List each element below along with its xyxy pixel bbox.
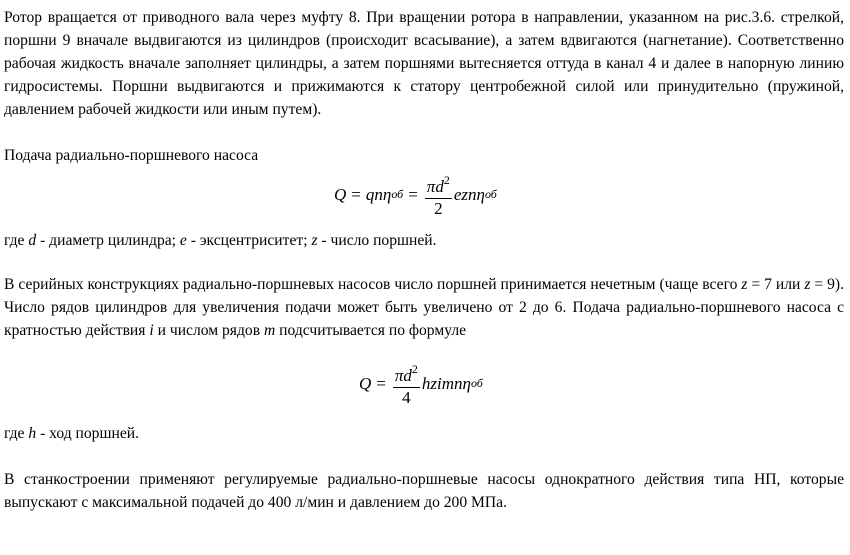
formula1-tail-eta: η [476,184,485,204]
formula1-numerator [425,170,452,199]
p3-part1: В серийных конструкциях радиально-поршневых насосов число поршней принимается нечетным (чаще всего [4,276,742,293]
formula1-fraction [425,170,452,219]
def1-z-symbol: z [311,232,318,249]
formula2-eq: = [376,373,386,393]
formula1-lhs: Q [334,184,347,204]
formula2-tail-eta: η [462,373,471,393]
paragraph-machine-tools: В станкостроении применяют регулируемые радиально-поршневые насосы однократного действия типа НП, которые выпускают с максимальной подачей до 400 л/мин и давлением до 200 МПа. [4,471,844,511]
formula2-num-sup: 2 [411,362,418,376]
def1-prefix: где [4,232,29,249]
def1-e-symbol: e [179,232,187,249]
p3-i-symbol: i [149,322,154,339]
formula1-num-sup: 2 [443,173,450,187]
p3-m-symbol: m [263,322,276,339]
p3-z2: z [804,276,811,293]
formula-supply [4,167,844,229]
formula2-lhs: Q [359,373,372,393]
def2-prefix: где [4,425,29,442]
def1-d-symbol: d [28,232,37,249]
formula2-numerator [393,359,420,388]
document-page [4,6,844,514]
formula2-tail: hzimn [421,373,463,393]
p3-part3: = 9). Число рядов цилиндров для увеличения подачи может быть увеличено от 2 до 6. Подача радиально-поршневого насоса с кратностью действия [4,276,844,339]
paragraph-rotor: Ротор вращается от приводного вала через муфту 8. При вращении ротора в направлении, указанном на рис.3.6. стрелкой, поршни 9 вначале выдвигаются из цилиндров (происходит всасывание), а затем вдвигаются (нагнетание). Соответственно рабочая жидкость вначале заполняет цилиндры, а затем поршнями вытесняется оттуда в канал 4 и далее в напорную линию гидросистемы. Поршни выдвигаются и прижимаются к статору центробежной силой или принудительно (пружиной, давлением рабочей жидкости или иным путем). [4,9,844,118]
formula1-middle: qnη [365,184,392,204]
formula1-denominator: 2 [434,199,443,218]
p3-z1: z [741,276,748,293]
formula1-tail: ezn [453,184,477,204]
def1-e-text: - эксцентриситет; [186,232,312,249]
p3-part5: подсчитывается по формуле [275,322,467,339]
formula-supply-multi-expression [359,359,483,408]
heading-supply: Подача радиально-поршневого насоса [4,147,259,164]
def2-h-text: - ход поршней. [36,425,140,442]
spacer [4,445,844,468]
definitions-1 [4,229,844,252]
def1-z-text: - число поршней. [317,232,437,249]
formula1-eq2: = [408,184,418,204]
formula-supply-multi [4,342,844,422]
spacer [4,252,844,273]
definitions-2 [4,422,844,445]
p3-part2: = 7 или [747,276,805,293]
paragraph-serial [4,273,844,342]
formula1-num-text: πd [426,177,444,196]
def2-h-symbol: h [28,425,37,442]
p3-part4: и числом рядов [153,322,264,339]
formula1-tail-sub: об [484,187,497,201]
formula1-middle-sub: об [391,187,404,201]
formula1-eq1: = [351,184,361,204]
formula2-denominator: 4 [402,388,411,407]
def1-d-text: - диаметр цилиндра; [36,232,180,249]
formula-supply-expression [334,170,497,219]
formula2-num-text: πd [394,366,412,385]
spacer [4,121,844,144]
formula2-tail-sub: об [470,376,483,390]
formula2-fraction [393,359,420,408]
